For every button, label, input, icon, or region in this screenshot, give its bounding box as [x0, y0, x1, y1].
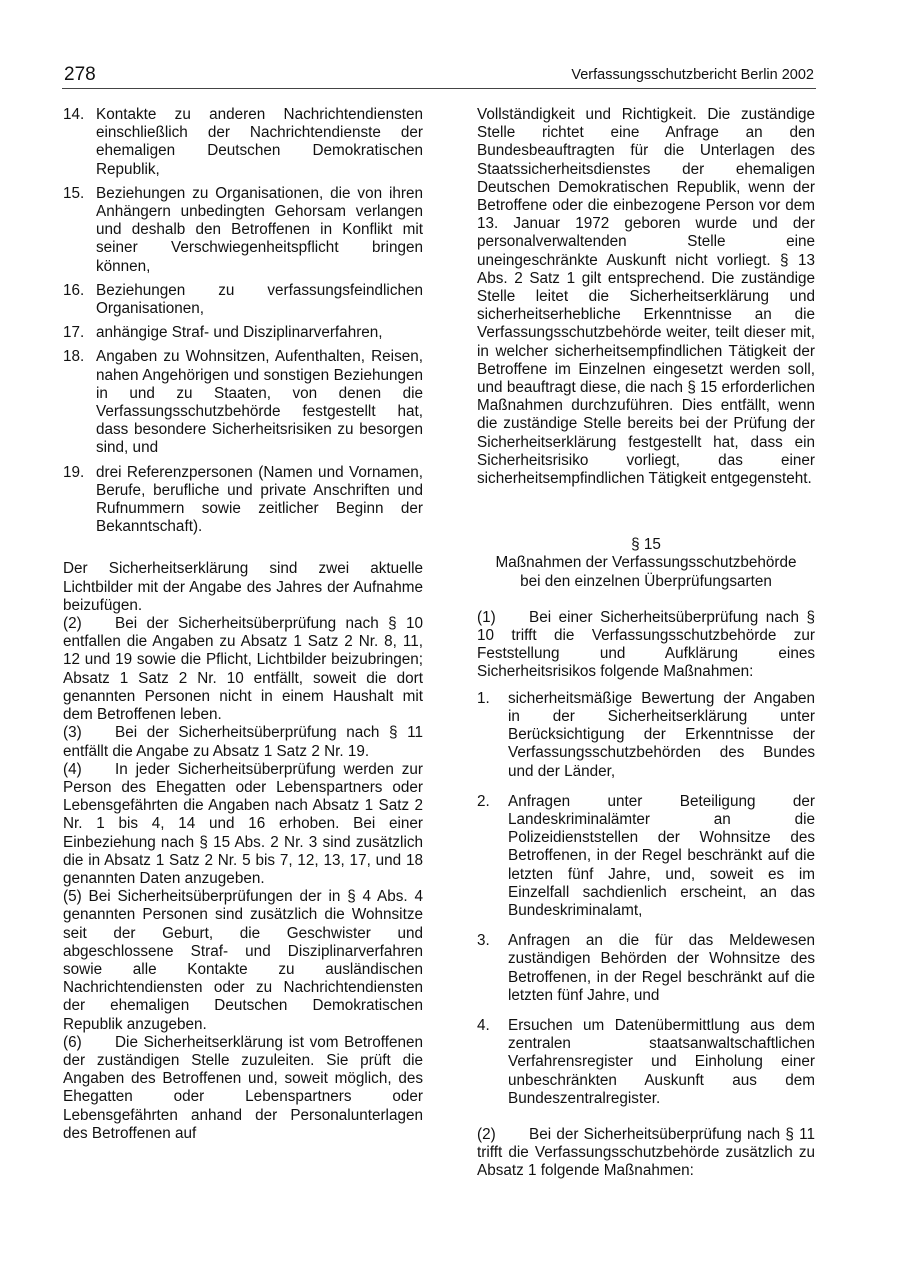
paragraph-4: (4) In jeder Sicherheitsüberprüfung werden zur Person des Ehegatten oder Lebenspartners oder Lebensgefährten die Angaben nach Absatz 1 Satz 2 Nr. 1 bis 4, 14 und 16 erhoben. Bei einer Einbeziehung nach § 15 Abs. 2 Nr. 3 sind zusätzlich die in Absatz 1 Satz 2 Nr. 5 bis 7, 12, 13, 17, und 18 genannten Daten anzugeben.	[63, 760, 423, 887]
list-item: 4. Ersuchen um Datenübermittlung aus dem zentralen staatsanwaltschaftlichen Verfahrensregister und Einholung einer unbeschränkten Auskunft aus dem Bundeszentralregister.	[477, 1016, 815, 1107]
paragraph-5: (5) Bei Sicherheitsüberprüfungen der in § 4 Abs. 4 genannten Personen sind zusätzlich die Wohnsitze seit der Geburt, die Geschwister und abgeschlossene Straf- und Disziplinarverfahren sowie alle Kontakte zu ausländischen Nachrichtendiensten oder zu Nachrichtendiensten der ehemaligen Deutschen Demokratischen Republik anzugeben.	[63, 888, 423, 1033]
paragraph-continuation: Vollständigkeit und Richtigkeit. Die zuständige Stelle richtet eine Anfrage an den Bundesbeauftragten für die Unterlagen des Staatssicherheitsdienstes der ehemaligen Deutschen Demokratischen Republik, wenn der Betroffene oder die einbezogene Person vor dem 13. Januar 1972 geboren wurde und der personalverwaltenden Stelle eine uneingeschränkte Auskunft nicht vorliegt. § 13 Abs. 2 Satz 1 gilt entsprechend. Die zuständige Stelle leitet die Sicherheitserklärung und sicherheitserhebliche Erkenntnisse an die Verfassungsschutzbehörde weiter, teilt dieser mit, in welcher sicherheitsempfindlichen Tätigkeit der Betroffene im Einzelnen eingesetzt werden soll, und beauftragt diese, die nach § 15 erforderlichen Maßnahmen durchzuführen. Dies entfällt, wenn die zuständige Stelle bereits bei der Prüfung der Sicherheitserklärung festgestellt hat, dass ein Sicherheitsrisiko vorliegt, das einer sicherheitsempfindlichen Tätigkeit entgegensteht.	[477, 106, 815, 488]
list-item: 1. sicherheitsmäßige Bewertung der Angaben in der Sicherheitserklärung unter Berücksichtigung der Erkenntnisse der Verfassungsschutzbehörden des Bundes und der Länder,	[477, 689, 815, 780]
list-item: 3. Anfragen an die für das Meldewesen zuständigen Behörden der Wohnsitze des Betroffenen, in der Regel beschränkt auf die letzten fünf Jahre, und	[477, 932, 815, 1004]
paragraph-1: (1) Bei einer Sicherheitsüberprüfung nach § 10 trifft die Verfassungsschutzbehörde zur Feststellung und Aufklärung eines Sicherheitsrisikos folgende Maßnahmen:	[477, 608, 815, 681]
section-number: § 15	[631, 536, 661, 554]
section-heading	[477, 536, 815, 591]
page-number: 278	[64, 64, 96, 85]
measures-list	[477, 690, 815, 1108]
right-column	[477, 106, 815, 1181]
running-title: Verfassungsschutzbericht Berlin 2002	[571, 67, 814, 83]
required-information-list	[63, 106, 423, 536]
section-title-line-1: Maßnahmen der Verfassungsschutzbehörde	[495, 554, 797, 572]
list-item: 16. Beziehungen zu verfassungsfeindlichen Organisationen,	[63, 281, 423, 318]
list-item: 18. Angaben zu Wohnsitzen, Aufenthalten, Reisen, nahen Angehörigen und sonstigen Beziehungen in und zu Staaten, von denen die Verfassungsschutzbehörde festgestellt hat, dass besondere Sicherheitsrisiken zu besorgen sind, und	[63, 348, 423, 457]
paragraph-3: (3) Bei der Sicherheitsüberprüfung nach § 11 entfällt die Angabe zu Absatz 1 Satz 2 Nr. 19.	[63, 724, 423, 760]
paragraph-photos: Der Sicherheitserklärung sind zwei aktuelle Lichtbilder mit der Angabe des Jahres der Aufnahme beizufügen.	[63, 560, 423, 614]
section-title-line-2: bei den einzelnen Überprüfungsarten	[520, 572, 772, 590]
left-column	[63, 106, 423, 1143]
list-item: 19. drei Referenzpersonen (Namen und Vornamen, Berufe, berufliche und private Anschriften und Rufnummern sowie zeitlicher Beginn der Bekanntschaft).	[63, 463, 423, 536]
header-divider	[62, 88, 816, 89]
list-item: 17. anhängige Straf- und Disziplinarverfahren,	[63, 324, 383, 342]
list-item: 2. Anfragen unter Beteiligung der Landeskriminalämter an die Polizeidienststellen der Wohnsitze des Betroffenen, in der Regel beschränkt auf die letzten fünf Jahre, und, soweit es im Einzelfall sachdienlich erscheint, an das Bundeskriminalamt,	[477, 792, 815, 919]
paragraph-2-right: (2) Bei der Sicherheitsüberprüfung nach § 11 trifft die Verfassungsschutzbehörde zusätzlich zu Absatz 1 folgende Maßnahmen:	[477, 1125, 815, 1180]
list-item: 15. Beziehungen zu Organisationen, die von ihren Anhängern unbedingten Gehorsam verlangen und deshalb den Betroffenen in Konflikt mit seiner Verschwiegenheitspflicht bringen können,	[63, 184, 423, 275]
list-item: 14. Kontakte zu anderen Nachrichtendiensten einschließlich der Nachrichtendienste der ehemaligen Deutschen Demokratischen Republik,	[63, 106, 423, 178]
paragraph-6: (6) Die Sicherheitserklärung ist vom Betroffenen der zuständigen Stelle zuzuleiten. Sie prüft die Angaben des Betroffenen und, soweit möglich, des Ehegatten oder Lebenspartners oder Lebensgefährten anhand der Personalunterlagen des Betroffenen auf	[63, 1033, 423, 1142]
paragraph-2: (2) Bei der Sicherheitsüberprüfung nach § 10 entfallen die Angaben zu Absatz 1 Satz 2 Nr. 8, 11, 12 und 19 sowie die Pflicht, Lichtbilder beizubringen; Absatz 1 Satz 2 Nr. 10 entfällt, soweit die dort genannten Personen nicht in einem Haushalt mit dem Betroffenen leben.	[63, 615, 423, 724]
